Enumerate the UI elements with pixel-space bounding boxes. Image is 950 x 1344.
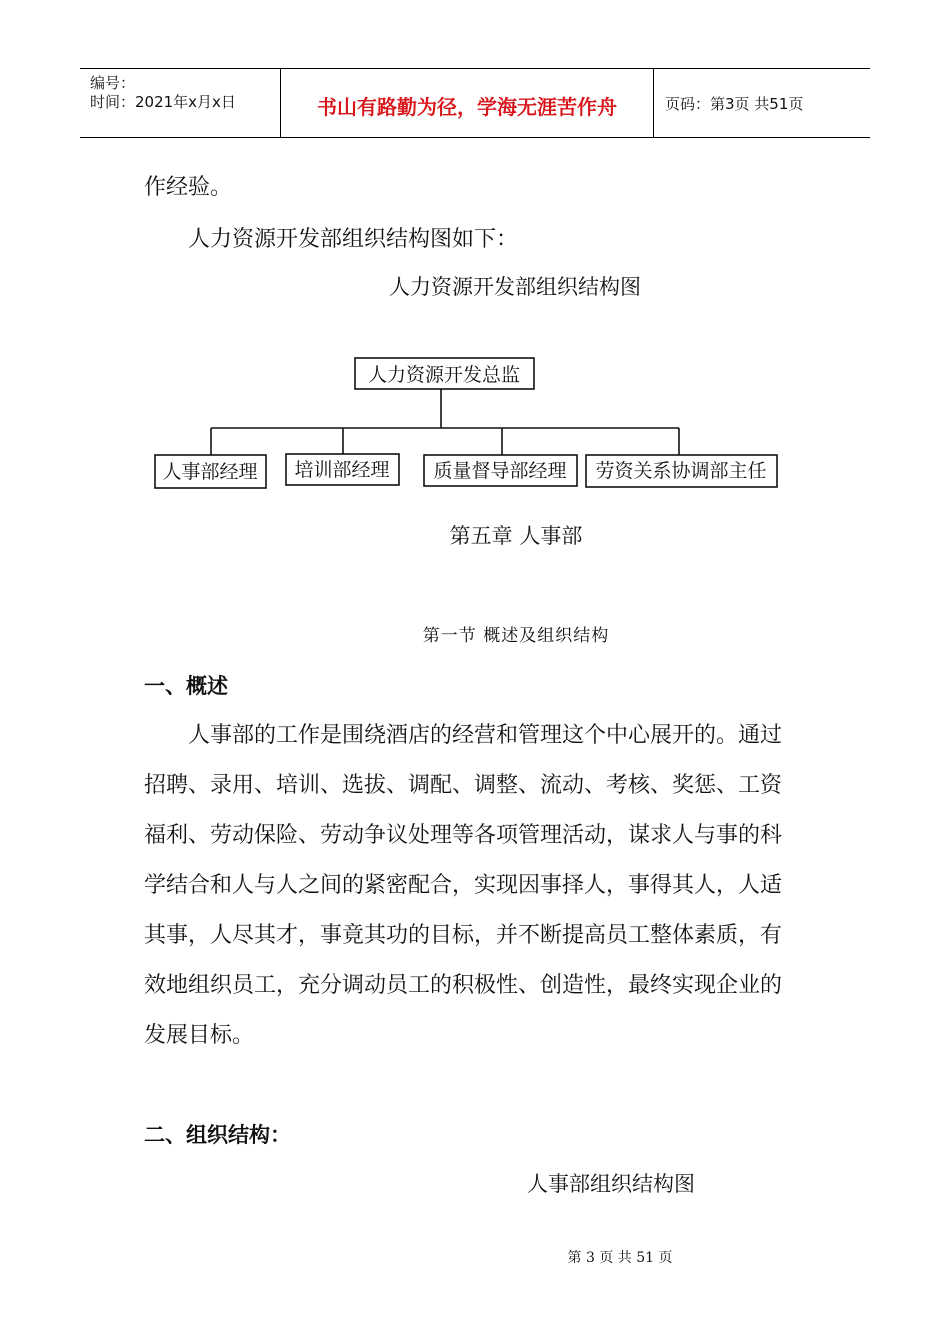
paragraph-line: 其事，人尽其才，事竟其功的目标，并不断提高员工整体素质，有 [144, 923, 783, 948]
paragraph-line: 发展目标。 [144, 1023, 255, 1048]
heading-structure: 二、组织结构： [144, 1123, 291, 1147]
intro-text: 人力资源开发部组织结构图如下： [188, 227, 519, 252]
page-footer: 第 3 页 共 51 页 [567, 1250, 673, 1266]
paragraph-line: 招聘、录用、培训、选拔、调配、调整、流动、考核、奖惩、工资 [144, 773, 783, 798]
header-motto-cell [280, 69, 654, 137]
continuation-text: 作经验。 [144, 175, 233, 200]
org-child-label-3: 质量督导部经理 [433, 460, 567, 482]
paragraph-line: 效地组织员工，充分调动员工的积极性、创造性，最终实现企业的 [144, 973, 783, 998]
org-top-label: 人力资源开发总监 [367, 364, 521, 386]
org-box-top [355, 358, 534, 389]
header-meta [80, 69, 280, 137]
page-header [80, 68, 870, 138]
personnel-chart-title: 人事部组织结构图 [527, 1172, 695, 1196]
org-chart-title: 人力资源开发部组织结构图 [389, 275, 641, 299]
header-motto: 书山有路勤为径，学海无涯苦作舟 [317, 95, 617, 119]
org-child-label-4: 劳资关系协调部主任 [595, 460, 767, 482]
org-box-2 [286, 454, 399, 485]
header-page-info: 页码：第3页 共51页 [665, 95, 804, 113]
number-label: 编号： [90, 74, 136, 92]
org-box-3 [424, 455, 577, 486]
paragraph-line: 福利、劳动保险、劳动争议处理等各项管理活动，谋求人与事的科 [144, 823, 783, 848]
org-child-label-1: 人事部经理 [162, 461, 258, 483]
chapter-title: 第五章 人事部 [449, 524, 583, 548]
paragraph-line: 学结合和人与人之间的紧密配合，实现因事择人，事得其人，人适 [144, 873, 783, 898]
heading-overview: 一、概述 [144, 674, 228, 698]
time-label: 时间：2021年x月x日 [90, 93, 236, 111]
paragraph-line: 人事部的工作是围绕酒店的经营和管理这个中心展开的。通过 [188, 723, 783, 748]
header-page-cell [653, 69, 870, 137]
section-title: 第一节 概述及组织结构 [422, 626, 610, 646]
org-box-4 [586, 455, 777, 487]
org-box-1 [155, 455, 266, 488]
org-child-label-2: 培训部经理 [294, 459, 390, 481]
